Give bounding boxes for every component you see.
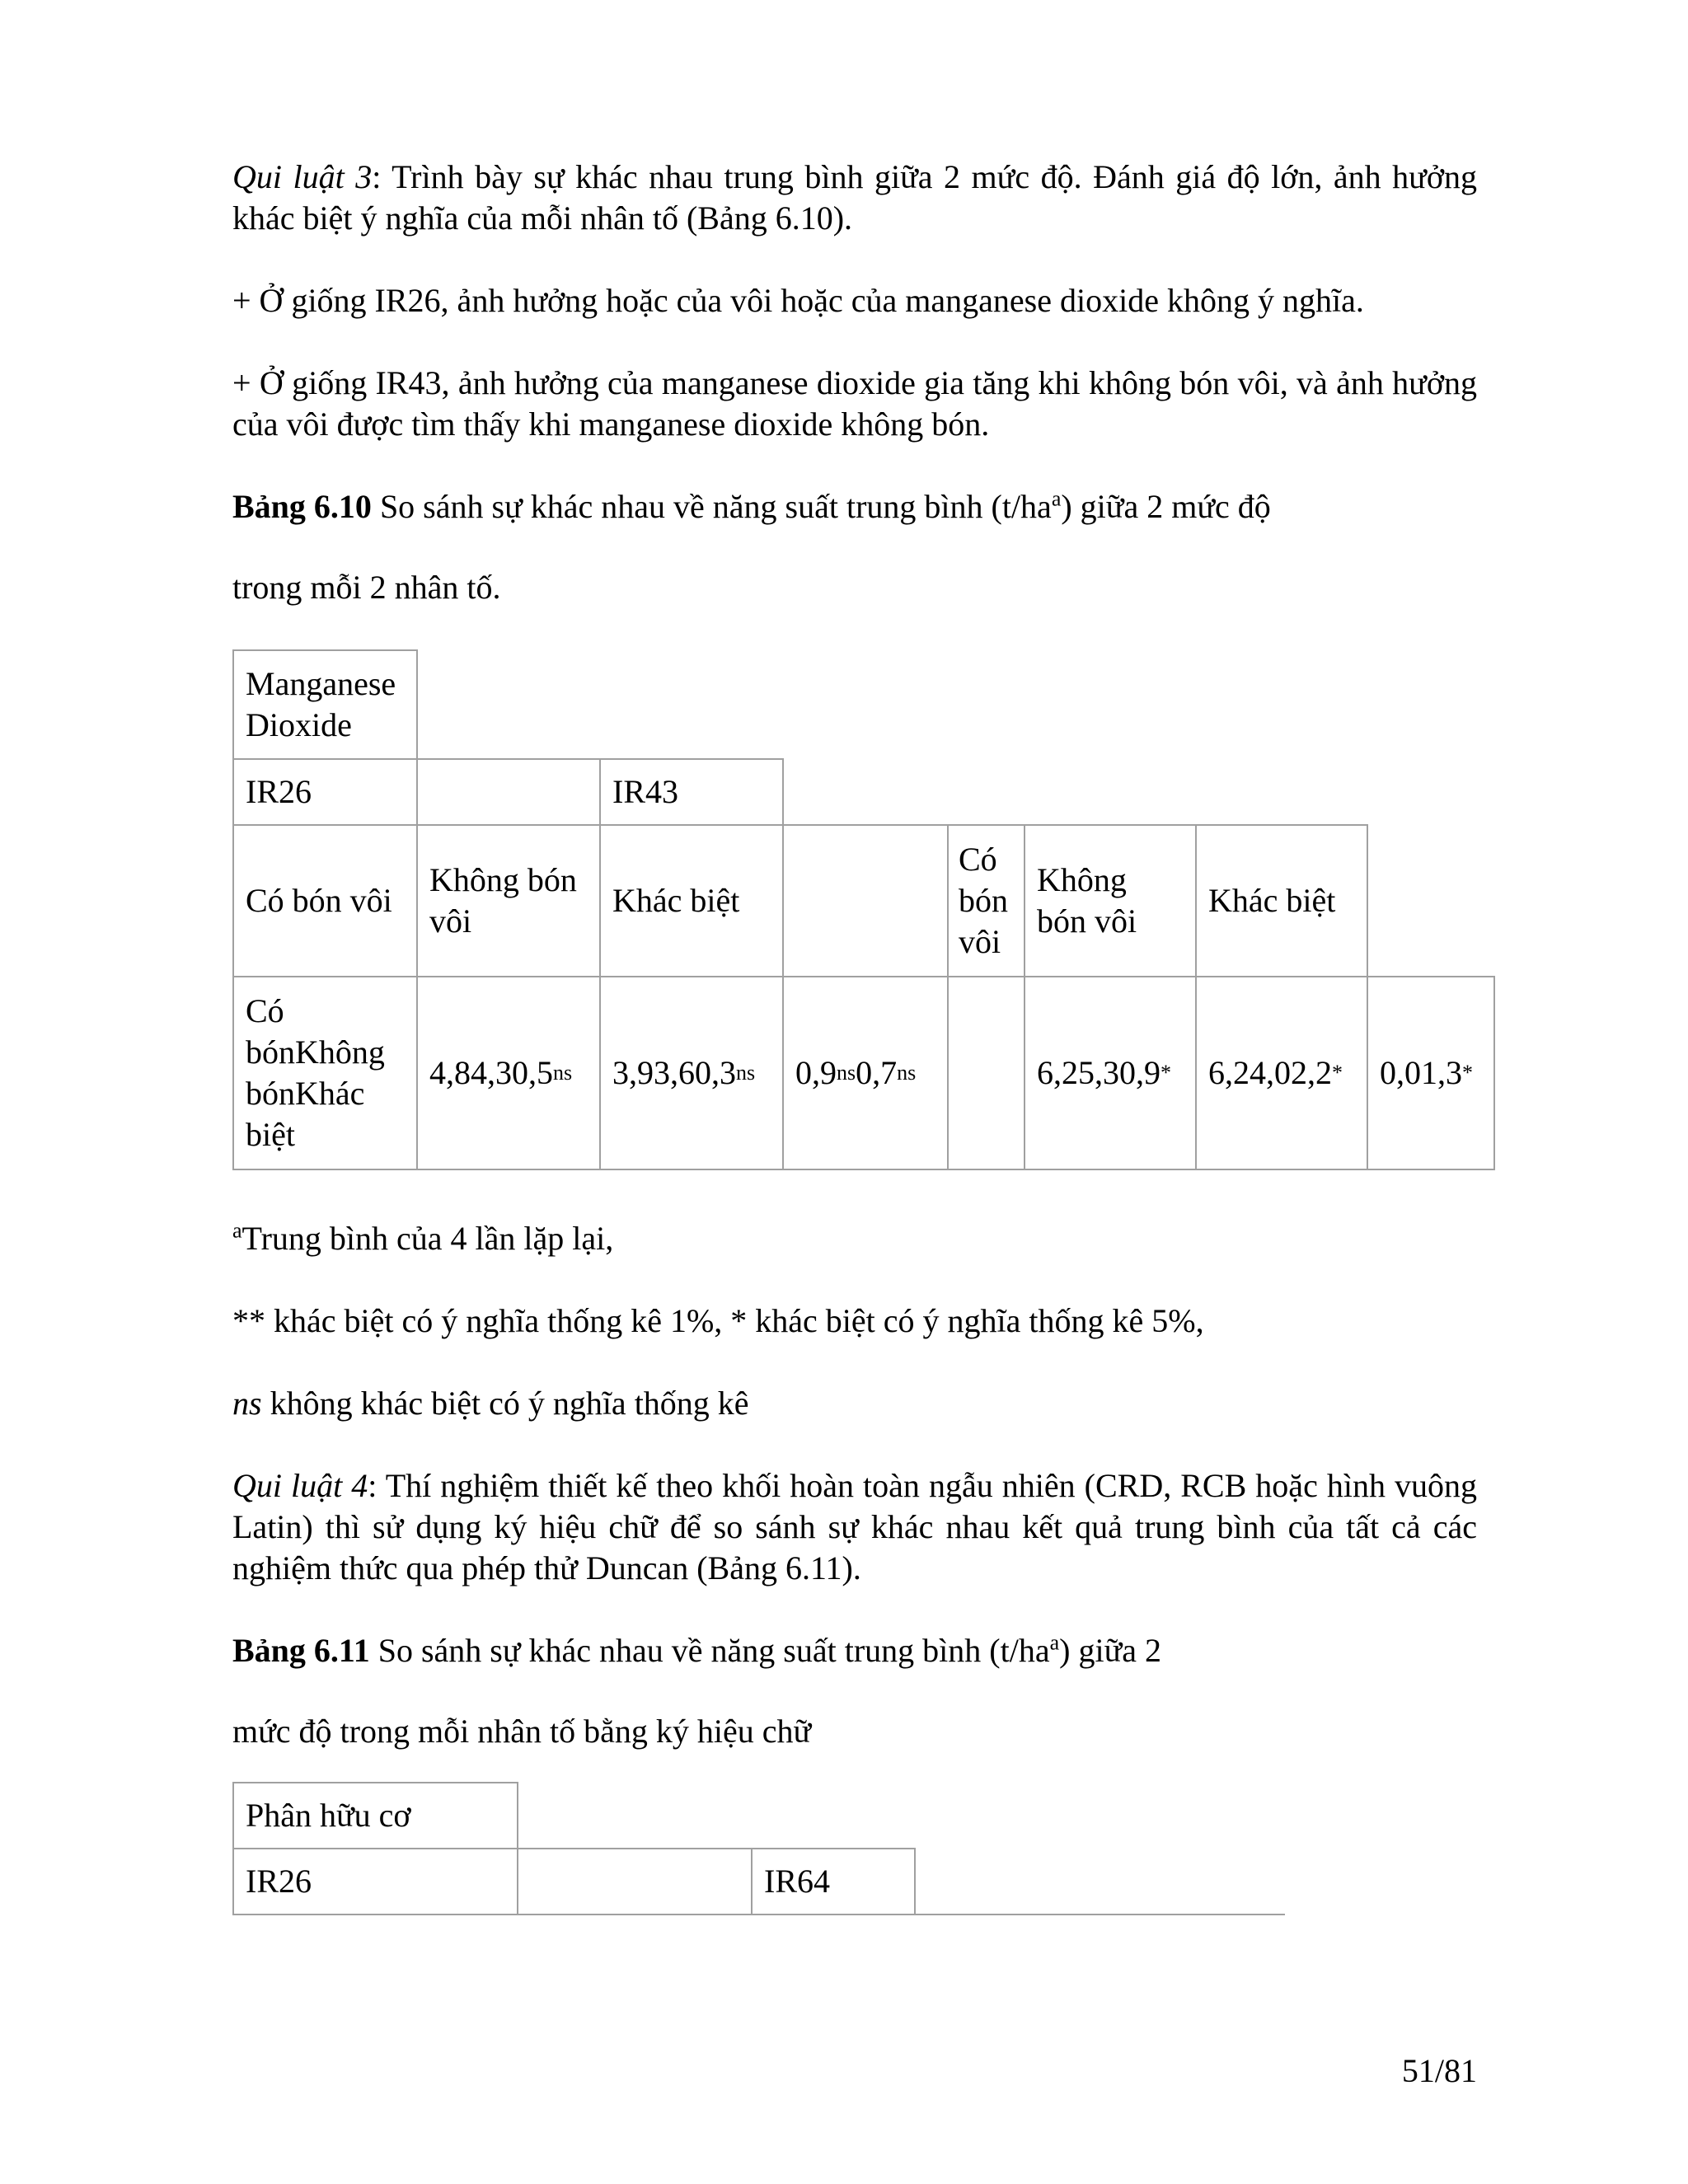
table610-value-ir43-co-bon: 6,25,30,9 * — [1024, 976, 1197, 1170]
table611-bottom-border — [914, 1914, 1285, 1915]
table610-col-co-bon-voi: Có bón vôi — [232, 824, 418, 977]
table610-col-empty — [782, 824, 949, 977]
table-6-10 — [232, 649, 1477, 1169]
table610-caption — [232, 486, 1477, 527]
table610-caption-label: Bảng 6.10 — [232, 488, 372, 525]
table610-col-co-bon-voi-2: Có bón vôi — [947, 824, 1025, 977]
table611-caption-line2: mức độ trong mỗi nhân tố bằng ký hiệu chữ — [232, 1713, 812, 1750]
rule4-text: : Thí nghiệm thiết kế theo khối hoàn toàn ngẫu nhiên (CRD, RCB hoặc hình vuông Latin) thì sử dụng ký hiệu chữ để so sánh sự khác nhau kết quả trung bình của tất cả các nghiệm thức qua phép thử Duncan (Bảng 6.11). — [232, 1467, 1477, 1586]
table610-caption-text: So sánh sự khác nhau về năng suất trung bình (t/ha — [371, 488, 1052, 525]
table610-value-ir26-co-bon: 4,84,30,5 ns — [416, 976, 601, 1170]
table610-value-empty — [947, 976, 1025, 1170]
rule3-paragraph — [232, 157, 1477, 239]
table610-value-ir43-khac-biet: 0,01,3 * — [1367, 976, 1495, 1170]
table610-value-ir26-khac-biet: 0,9 ns 0,7 ns — [782, 976, 949, 1170]
rule3-text: : Trình bày sự khác nhau trung bình giữa 2 mức độ. Đánh giá độ lớn, ảnh hưởng khác biệt ý nghĩa của mỗi nhân tố (Bảng 6.10). — [232, 158, 1477, 237]
table-6-11 — [232, 1782, 1477, 1915]
rule4-paragraph — [232, 1465, 1477, 1589]
table610-col-khong-bon-voi: Không bón vôi — [416, 824, 601, 977]
note-ns: ns không khác biệt có ý nghĩa thống kê — [232, 1385, 749, 1422]
table610-value-ir26-khong-bon: 3,93,60,3 ns — [599, 976, 784, 1170]
table611-caption-sup: a — [1049, 1630, 1060, 1655]
table610-caption-tail: ) giữa 2 mức độ — [1061, 488, 1271, 525]
table610-variety-ir26: IR26 — [232, 758, 418, 826]
table611-caption — [232, 1630, 1477, 1671]
table610-caption-sup: a — [1051, 486, 1062, 511]
table611-variety-ir26: IR26 — [232, 1848, 518, 1915]
rule3-label: Qui luật 3 — [232, 158, 373, 195]
table610-col-khac-biet: Khác biệt — [599, 824, 784, 977]
table611-variety-ir64: IR64 — [751, 1848, 916, 1915]
note-significance: ** khác biệt có ý nghĩa thống kê 1%, * khác biệt có ý nghĩa thống kê 5%, — [232, 1302, 1204, 1339]
table610-value-ir43-khong-bon: 6,24,02,2 * — [1195, 976, 1368, 1170]
table610-caption-line2: trong mỗi 2 nhân tố. — [232, 569, 501, 606]
table611-caption-tail: ) giữa 2 — [1059, 1632, 1162, 1669]
rule4-label: Qui luật 4 — [232, 1467, 368, 1504]
document-page — [232, 157, 1477, 1915]
table610-variety-empty — [416, 758, 601, 826]
table610-col-khac-biet-2: Khác biệt — [1195, 824, 1368, 977]
table610-row-label: Có bónKhông bónKhác biệt — [232, 976, 418, 1170]
table611-caption-label: Bảng 6.11 — [232, 1632, 370, 1669]
table610-variety-ir43: IR43 — [599, 758, 784, 826]
bullet-ir43: + Ở giống IR43, ảnh hưởng của manganese dioxide gia tăng khi không bón vôi, và ảnh hưởng của vôi được tìm thấy khi manganese dioxide không bón. — [232, 364, 1477, 443]
table610-col-khong-bon-voi-2: Không bón vôi — [1024, 824, 1197, 977]
table610-header-factor: Manganese Dioxide — [232, 649, 418, 760]
page-number: 51/81 — [1401, 2052, 1477, 2089]
bullet-ir26: + Ở giống IR26, ảnh hưởng hoặc của vôi hoặc của manganese dioxide không ý nghĩa. — [232, 282, 1364, 319]
table611-caption-text: So sánh sự khác nhau về năng suất trung bình (t/ha — [369, 1632, 1050, 1669]
table611-variety-empty — [517, 1848, 753, 1915]
table611-header-factor: Phân hữu cơ — [232, 1782, 518, 1849]
note-mean: $^a$Trung bình của 4 lần lặp lại, — [232, 1218, 614, 1257]
